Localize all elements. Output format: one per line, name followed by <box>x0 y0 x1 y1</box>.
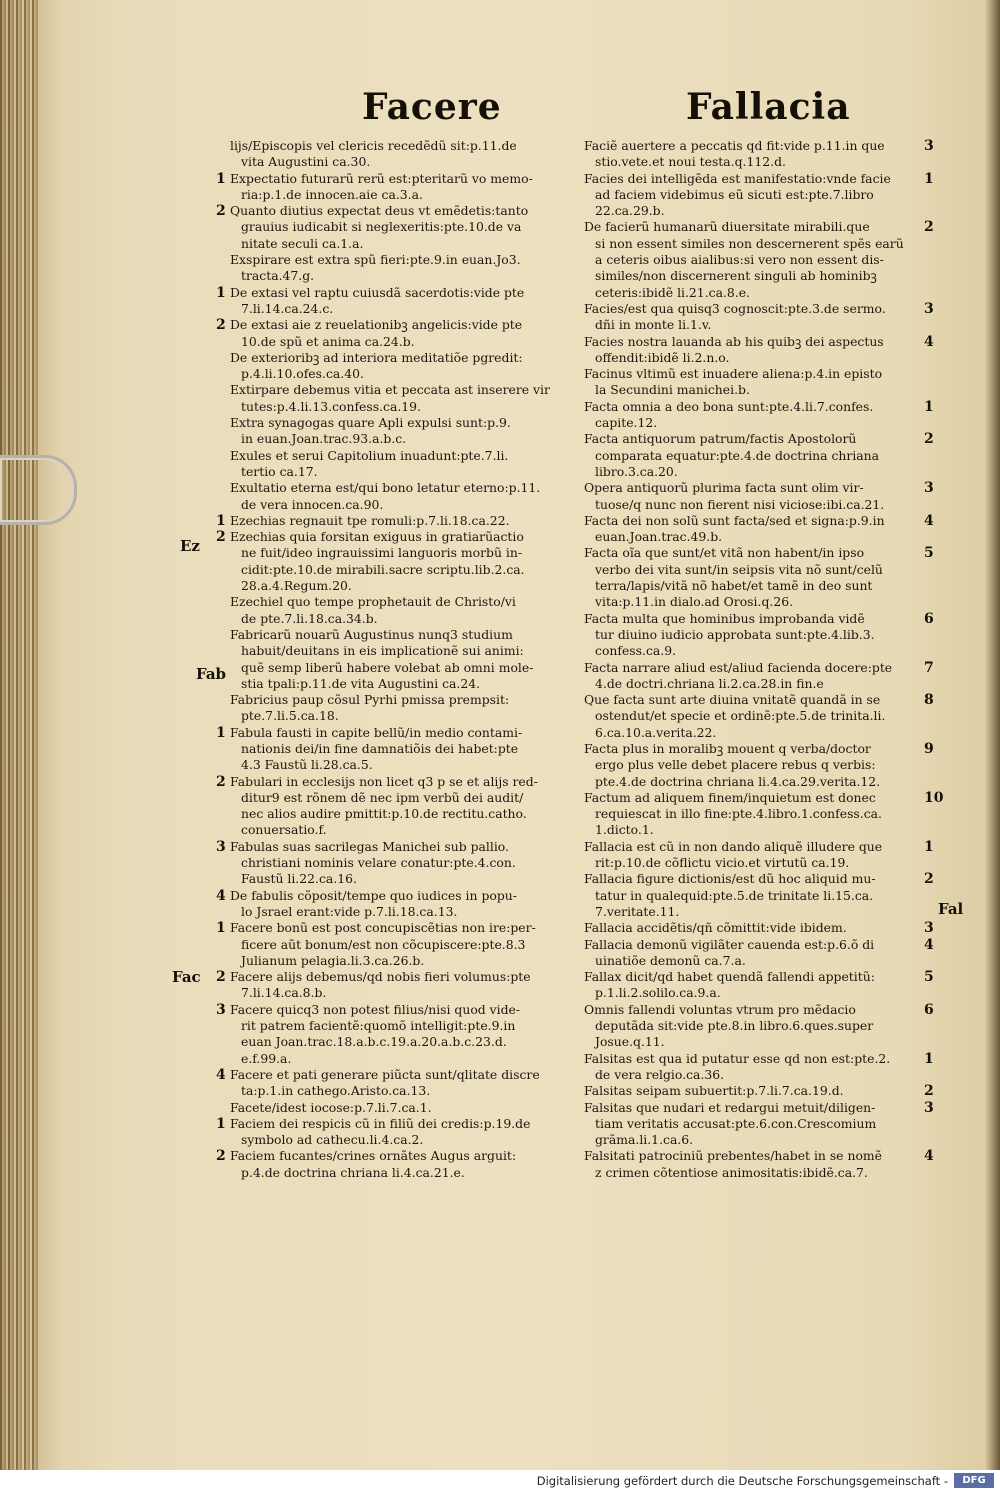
entry-line: 4.de doctri.chriana li.2.ca.28.in fin.e <box>595 675 824 691</box>
entry-line: Fallacia est cũ in non dando aliquẽ illudere que <box>584 838 883 854</box>
entry-line: Que facta sunt arte diuina vnitatẽ quandã in se <box>584 692 881 708</box>
index-entry <box>584 545 934 610</box>
entry-number: 1 <box>216 920 226 937</box>
index-entry <box>584 398 934 432</box>
index-entry <box>216 1148 570 1181</box>
entry-line: Extirpare debemus vitia et peccata ast inserere vir <box>230 382 550 398</box>
entry-line: stia tpali:p.11.de vita Augustini ca.24. <box>241 675 481 691</box>
entry-line: Falsitas que nudari et redargui metuit/diligen- <box>584 1099 876 1115</box>
index-entry <box>216 920 570 969</box>
entry-line: Facere et pati generare piũcta sunt/qlitate discre <box>230 1066 540 1082</box>
entry-line: Fabulari in ecclesijs non licet q3 p se et alijs red- <box>230 773 538 789</box>
side-label-ez: Ez <box>180 537 200 555</box>
entry-line: ficere aũt bonum/est non cõcupiscere:pte.8.3 <box>241 936 526 952</box>
index-entry <box>584 1099 934 1149</box>
entry-line: De facierũ humanarũ diuersitate mirabili.que <box>584 219 870 235</box>
index-entry <box>584 692 934 741</box>
entry-number: 2 <box>924 431 934 448</box>
entry-line: ne fuit/ideo ingrauissimi languoris morbũ in- <box>241 545 523 561</box>
entry-line: stio.vete.et noui testa.q.112.d. <box>595 154 786 170</box>
entry-line: si non essent similes non descernerent spẽs earũ <box>595 235 904 251</box>
index-entry <box>230 415 570 448</box>
index-entry <box>216 1001 570 1067</box>
entry-line: similes/non discernerent singuli ab hominibꝫ <box>595 268 877 284</box>
entry-number: 7 <box>924 659 934 676</box>
entry-number: 1 <box>216 724 226 741</box>
entry-line: 28.a.4.Regum.20. <box>241 578 352 594</box>
entry-line: Facta oĩa que sunt/et vitã non habent/in ipso <box>584 545 865 561</box>
header-left-word: Facere <box>362 86 502 128</box>
entry-line: z crimen cõtentiose animositatis:ibidẽ.ca.7. <box>595 1164 868 1180</box>
index-entry <box>584 740 934 790</box>
entry-line: Fallacia figure dictionis/est dũ hoc aliquid mu- <box>584 871 876 887</box>
index-entry <box>584 920 934 937</box>
index-entry <box>216 317 570 350</box>
entry-line: tiam veritatis accusat:pte.6.con.Crescomium <box>595 1115 877 1131</box>
entry-line: Facere alijs debemus/qd nobis fieri volumus:pte <box>230 969 531 985</box>
entry-number: 2 <box>216 529 226 546</box>
entry-number: 1 <box>216 1115 226 1132</box>
entry-line: De fabulis cõposit/tempe quo iudices in popu- <box>230 887 517 903</box>
entry-number: 3 <box>924 138 934 154</box>
entry-line: grãma.li.1.ca.6. <box>595 1132 694 1148</box>
index-entry <box>584 300 934 334</box>
entry-number: 4 <box>924 936 934 953</box>
entry-number: 3 <box>924 1099 934 1116</box>
entry-line: libro.3.ca.20. <box>595 463 678 479</box>
entry-line: cidit:pte.10.de mirabili.sacre scriptu.lib.2.ca. <box>241 561 525 577</box>
side-label-fal: Fal <box>938 900 964 918</box>
index-entry <box>216 203 570 252</box>
entry-number: 1 <box>216 284 226 301</box>
entry-line: verbo dei vita sunt/in seipsis vita nõ sunt/celũ <box>595 561 883 577</box>
entry-number: 3 <box>924 480 934 497</box>
index-entry <box>216 969 570 1002</box>
entry-line: 7.li.14.ca.24.c. <box>241 300 334 316</box>
entry-line: Julianum pelagia.li.3.ca.26.b. <box>241 952 425 968</box>
index-entry <box>230 382 570 415</box>
index-entry <box>216 724 570 774</box>
index-entry <box>584 1050 934 1084</box>
entry-line: 10.de spũ et anima ca.24.b. <box>241 333 415 349</box>
entry-number: 3 <box>924 920 934 937</box>
entry-line: la Secundini manichei.b. <box>595 382 750 398</box>
entry-number: 4 <box>924 333 934 350</box>
footer-credit: Digitalisierung gefördert durch die Deutsche Forschungsgemeinschaft - <box>536 1474 948 1488</box>
entry-number: 2 <box>216 203 226 220</box>
dfg-logo: DFG <box>954 1473 994 1488</box>
entry-line: Expectatio futurarũ rerũ est:pteritarũ vo memo- <box>230 170 533 186</box>
entry-number: 3 <box>216 838 226 855</box>
entry-line: Ezechias regnauit tpe romuli:p.7.li.18.ca.22. <box>230 512 510 528</box>
entry-number: 1 <box>924 1050 934 1067</box>
entry-line: 7.li.14.ca.8.b. <box>241 985 327 1001</box>
entry-line: Fabulas suas sacrilegas Manichei sub pallio. <box>230 838 509 854</box>
entry-number: 5 <box>924 969 934 986</box>
entry-line: Fabula fausti in capite bellũ/in medio contami- <box>230 724 523 740</box>
entry-line: in euan.Joan.trac.93.a.b.c. <box>241 431 407 447</box>
entry-line: pte.4.de doctrina chriana li.4.ca.29.verita.12. <box>595 773 881 789</box>
index-entry <box>216 284 570 318</box>
entry-line: rit:p.10.de cõflictu vicio.et virtutũ ca.19. <box>595 855 850 871</box>
entry-line: capite.12. <box>595 415 658 431</box>
entry-number: 2 <box>924 219 934 236</box>
entry-line: terra/lapis/vitã nõ habet/et tamẽ in deo sunt <box>595 578 873 594</box>
index-entry <box>230 692 570 725</box>
index-entry <box>230 448 570 481</box>
index-entry <box>216 887 570 921</box>
entry-line: grauius iudicabit si neglexeritis:pte.10.de va <box>241 219 522 235</box>
entry-number: 1 <box>924 838 934 855</box>
entry-line: ergo plus velle debet placere rebus q verbis: <box>595 757 876 773</box>
entry-line: De extasi vel raptu cuiusdã sacerdotis:vide pte <box>230 284 525 300</box>
entry-line: De extasi aie z reuelationibꝫ angelicis:vide pte <box>230 317 523 333</box>
entry-line: quẽ semp liberũ habere volebat ab omni mole- <box>241 659 534 675</box>
index-entry <box>584 512 934 546</box>
index-entry <box>216 838 570 888</box>
entry-line: Fabricius paup cõsul Pyrhi pmissa prempsit: <box>230 692 510 708</box>
entry-line: de vera innocen.ca.90. <box>241 496 384 512</box>
entry-line: vita Augustini ca.30. <box>241 154 371 170</box>
side-label-fac: Fac <box>172 968 201 986</box>
entry-number: 2 <box>216 969 226 986</box>
entry-number: 10 <box>924 789 944 806</box>
entry-line: requiescat in illo fine:pte.4.libro.1.confess.ca. <box>595 806 882 822</box>
entry-line: Extra synagogas quare Apli expulsi sunt:p.9. <box>230 415 511 431</box>
index-entry <box>230 1100 570 1116</box>
right-index-column <box>584 138 944 1181</box>
entry-line: conuersatio.f. <box>241 822 327 838</box>
entry-line: Facies/est qua quisq3 cognoscit:pte.3.de sermo. <box>584 300 886 316</box>
index-entry <box>584 969 934 1002</box>
entry-line: Ezechiel quo tempe prophetauit de Christo/vi <box>230 594 516 610</box>
page-edges <box>0 0 38 1470</box>
entry-number: 1 <box>216 512 226 529</box>
entry-line: De exterioribꝫ ad interiora meditatiõe pgredit: <box>230 349 523 365</box>
index-entry <box>584 480 934 513</box>
index-entry <box>216 529 570 594</box>
entry-line: 7.veritate.11. <box>595 903 680 919</box>
entry-number: 4 <box>924 512 934 529</box>
entry-line: ria:p.1.de innocen.aie ca.3.a. <box>241 186 423 202</box>
entry-line: ditur9 est rõnem dẽ nec ipm verbũ dei audit/ <box>241 789 524 805</box>
entry-line: nec alios audire pmittit:p.10.de rectitu.catho. <box>241 806 527 822</box>
index-entry <box>584 871 934 920</box>
entry-line: p.4.li.10.ofes.ca.40. <box>241 366 364 382</box>
index-entry <box>584 1083 934 1100</box>
entry-line: tatur in qualequid:pte.5.de trinitate li.15.ca. <box>595 887 874 903</box>
index-entry <box>216 1066 570 1100</box>
index-entry <box>584 219 934 300</box>
entry-line: Facies dei intelligẽda est manifestatio:vnde facie <box>584 170 891 186</box>
entry-line: Fabricarũ nouarũ Augustinus nunq3 studium <box>230 626 513 642</box>
entry-line: euan Joan.trac.18.a.b.c.19.a.20.a.b.c.23.d. <box>241 1034 507 1050</box>
index-entry <box>230 594 570 627</box>
entry-line: Faustũ li.22.ca.16. <box>241 871 357 887</box>
entry-line: Exules et serui Capitolium inuadunt:pte.7.li. <box>230 447 509 463</box>
entry-line: Facta omnia a deo bona sunt:pte.4.li.7.confes. <box>584 398 874 414</box>
index-entry <box>216 512 570 529</box>
index-entry <box>230 138 570 171</box>
entry-line: lijs/Episcopis vel clericis recedẽdũ sit:p.11.de <box>230 138 517 153</box>
entry-line: pte.7.li.5.ca.18. <box>241 708 339 724</box>
entry-line: tuose/q nunc non fierent nisi viciose:ibi.ca.21. <box>595 496 885 512</box>
entry-line: deputãda sit:vide pte.8.in libro.6.ques.super <box>595 1018 874 1034</box>
entry-line: Quanto diutius expectat deus vt emẽdetis:tanto <box>230 203 529 219</box>
entry-line: Facere quicq3 non potest filius/nisi quod vide- <box>230 1001 521 1017</box>
entry-line: tur diuino iudicio approbata sunt:pte.4.lib.3. <box>595 626 875 642</box>
entry-line: Facta antiquorum patrum/factis Apostolorũ <box>584 431 857 447</box>
index-entry <box>216 773 570 839</box>
index-entry <box>216 170 570 204</box>
footer-bar <box>0 1470 1000 1492</box>
entry-line: tutes:p.4.li.13.confess.ca.19. <box>241 398 421 414</box>
entry-line: symbolo ad cathecu.li.4.ca.2. <box>241 1132 424 1148</box>
entry-line: offendit:ibidẽ li.2.n.o. <box>595 349 730 365</box>
entry-number: 2 <box>924 871 934 888</box>
index-entry <box>230 350 570 383</box>
entry-line: rit patrem facientẽ:quomõ intelligit:pte.9.in <box>241 1018 516 1034</box>
index-entry <box>216 1115 570 1149</box>
entry-line: de vera relgio.ca.36. <box>595 1066 725 1082</box>
index-entry <box>584 610 934 660</box>
entry-line: ad faciem videbimus eũ sicuti est:pte.7.libro <box>595 186 874 202</box>
entry-line: Josue.q.11. <box>595 1034 665 1050</box>
entry-line: Fallacia accidẽtis/qñ cõmittit:vide ibidem. <box>584 920 847 936</box>
entry-line: tertio ca.17. <box>241 463 318 479</box>
entry-line: Opera antiquorũ plurima facta sunt olim vir- <box>584 480 864 496</box>
paper-clip <box>0 455 77 525</box>
entry-line: Facta dei non solũ sunt facta/sed et signa:p.9.in <box>584 512 885 528</box>
entry-number: 2 <box>924 1083 934 1100</box>
entry-line: vita:p.11.in dialo.ad Orosi.q.26. <box>595 594 794 610</box>
entry-number: 3 <box>216 1001 226 1018</box>
entry-line: habuit/deuitans in eis implicationẽ sui animi: <box>241 643 524 659</box>
entry-line: lo Jsrael erant:vide p.7.li.18.ca.13. <box>241 903 458 919</box>
index-entry <box>230 480 570 513</box>
entry-line: Facies nostra lauanda ab his quibꝫ dei aspectus <box>584 333 884 349</box>
entry-number: 1 <box>924 170 934 187</box>
entry-line: Facere bonũ est post concupiscẽtias non ire:per- <box>230 920 536 936</box>
entry-number: 4 <box>924 1148 934 1165</box>
entry-line: 6.ca.10.a.verita.22. <box>595 724 717 740</box>
index-entry <box>584 838 934 872</box>
entry-line: Exspirare est extra spũ fieri:pte.9.in euan.Jo3. <box>230 252 521 268</box>
entry-line: a ceteris oibus aialibus:si vero non essent dis- <box>595 252 884 268</box>
entry-line: Falsitati patrociniũ prebentes/habet in se nomẽ <box>584 1148 882 1164</box>
entry-line: Faciem fucantes/crines ornãtes Augus arguit: <box>230 1148 517 1164</box>
entry-line: Omnis fallendi voluntas vtrum pro mẽdacio <box>584 1001 856 1017</box>
entry-line: uinatiõe demonũ ca.7.a. <box>595 952 746 968</box>
entry-line: comparata equatur:pte.4.de doctrina chriana <box>595 447 880 463</box>
index-entry <box>584 1148 934 1181</box>
left-index-column <box>216 138 570 1181</box>
entry-line: christiani nominis velare conatur:pte.4.con. <box>241 855 516 871</box>
index-entry <box>584 659 934 693</box>
entry-number: 4 <box>216 887 226 904</box>
entry-line: Factum ad aliquem finem/inquietum est donec <box>584 789 876 805</box>
entry-number: 8 <box>924 692 934 709</box>
entry-line: Facta narrare aliud est/aliud facienda docere:pte <box>584 659 893 675</box>
index-entry <box>584 431 934 480</box>
entry-number: 2 <box>216 1148 226 1165</box>
index-entry <box>230 627 570 692</box>
entry-line: Falsitas seipam subuertit:p.7.li.7.ca.19.d. <box>584 1083 844 1099</box>
entry-line: tracta.47.g. <box>241 268 315 284</box>
index-entry <box>584 138 934 171</box>
entry-line: p.1.li.2.solilo.ca.9.a. <box>595 985 721 1001</box>
entry-number: 6 <box>924 610 934 627</box>
entry-number: 4 <box>216 1066 226 1083</box>
entry-number: 5 <box>924 545 934 562</box>
entry-line: Faciẽ auertere a peccatis qd fit:vide p.11.in que <box>584 138 885 153</box>
entry-line: e.f.99.a. <box>241 1050 292 1066</box>
index-entry <box>584 936 934 970</box>
index-entry <box>584 1001 934 1051</box>
entry-line: Fallax dicit/qd habet quendã fallendi appetitũ: <box>584 969 875 985</box>
entry-line: Facta plus in moralibꝫ mouent q verba/doctor <box>584 740 871 756</box>
entry-number: 6 <box>924 1001 934 1018</box>
entry-line: 1.dicto.1. <box>595 822 654 838</box>
entry-line: Facete/idest iocose:p.7.li.7.ca.1. <box>230 1099 432 1115</box>
entry-line: de pte.7.li.18.ca.34.b. <box>241 610 378 626</box>
index-entry <box>584 333 934 367</box>
entry-line: ostendut/et specie et ordinẽ:pte.5.de trinita.li. <box>595 708 886 724</box>
entry-line: Exultatio eterna est/qui bono letatur eterno:p.11. <box>230 480 541 496</box>
index-entry <box>584 366 912 399</box>
entry-number: 3 <box>924 300 934 317</box>
entry-line: nitate seculi ca.1.a. <box>241 235 364 251</box>
index-entry <box>230 252 570 285</box>
entry-line: dñi in monte li.1.v. <box>595 317 712 333</box>
entry-line: Falsitas est qua id putatur esse qd non est:pte.2. <box>584 1050 891 1066</box>
entry-number: 2 <box>216 317 226 334</box>
header-right-word: Fallacia <box>686 86 851 128</box>
entry-line: Faciem dei respicis cũ in filiũ dei credis:p.19.de <box>230 1115 531 1131</box>
entry-line: euan.Joan.trac.49.b. <box>595 529 723 545</box>
entry-line: ceteris:ibidẽ li.21.ca.8.e. <box>595 284 750 300</box>
entry-line: p.4.de doctrina chriana li.4.ca.21.e. <box>241 1164 465 1180</box>
index-entry <box>584 789 944 839</box>
index-entry <box>584 170 934 220</box>
entry-line: Ezechias quia forsitan exiguus in gratiarũactio <box>230 529 524 545</box>
entry-number: 1 <box>924 398 934 415</box>
entry-line: 22.ca.29.b. <box>595 203 665 219</box>
entry-line: nationis dei/in fine damnatiõis dei habet:pte <box>241 740 519 756</box>
side-label-fab: Fab <box>196 665 227 683</box>
entry-line: Fallacia demonũ vigilãter cauenda est:p.6.õ di <box>584 936 875 952</box>
entry-line: ta:p.1.in cathego.Aristo.ca.13. <box>241 1083 431 1099</box>
entry-line: 4.3 Faustũ li.28.ca.5. <box>241 757 373 773</box>
entry-line: confess.ca.9. <box>595 643 677 659</box>
entry-number: 1 <box>216 170 226 187</box>
entry-number: 2 <box>216 773 226 790</box>
entry-line: Facta multa que hominibus improbanda vidẽ <box>584 610 865 626</box>
entry-number: 9 <box>924 740 934 757</box>
entry-line: Facinus vltimũ est inuadere aliena:p.4.in episto <box>584 366 883 382</box>
